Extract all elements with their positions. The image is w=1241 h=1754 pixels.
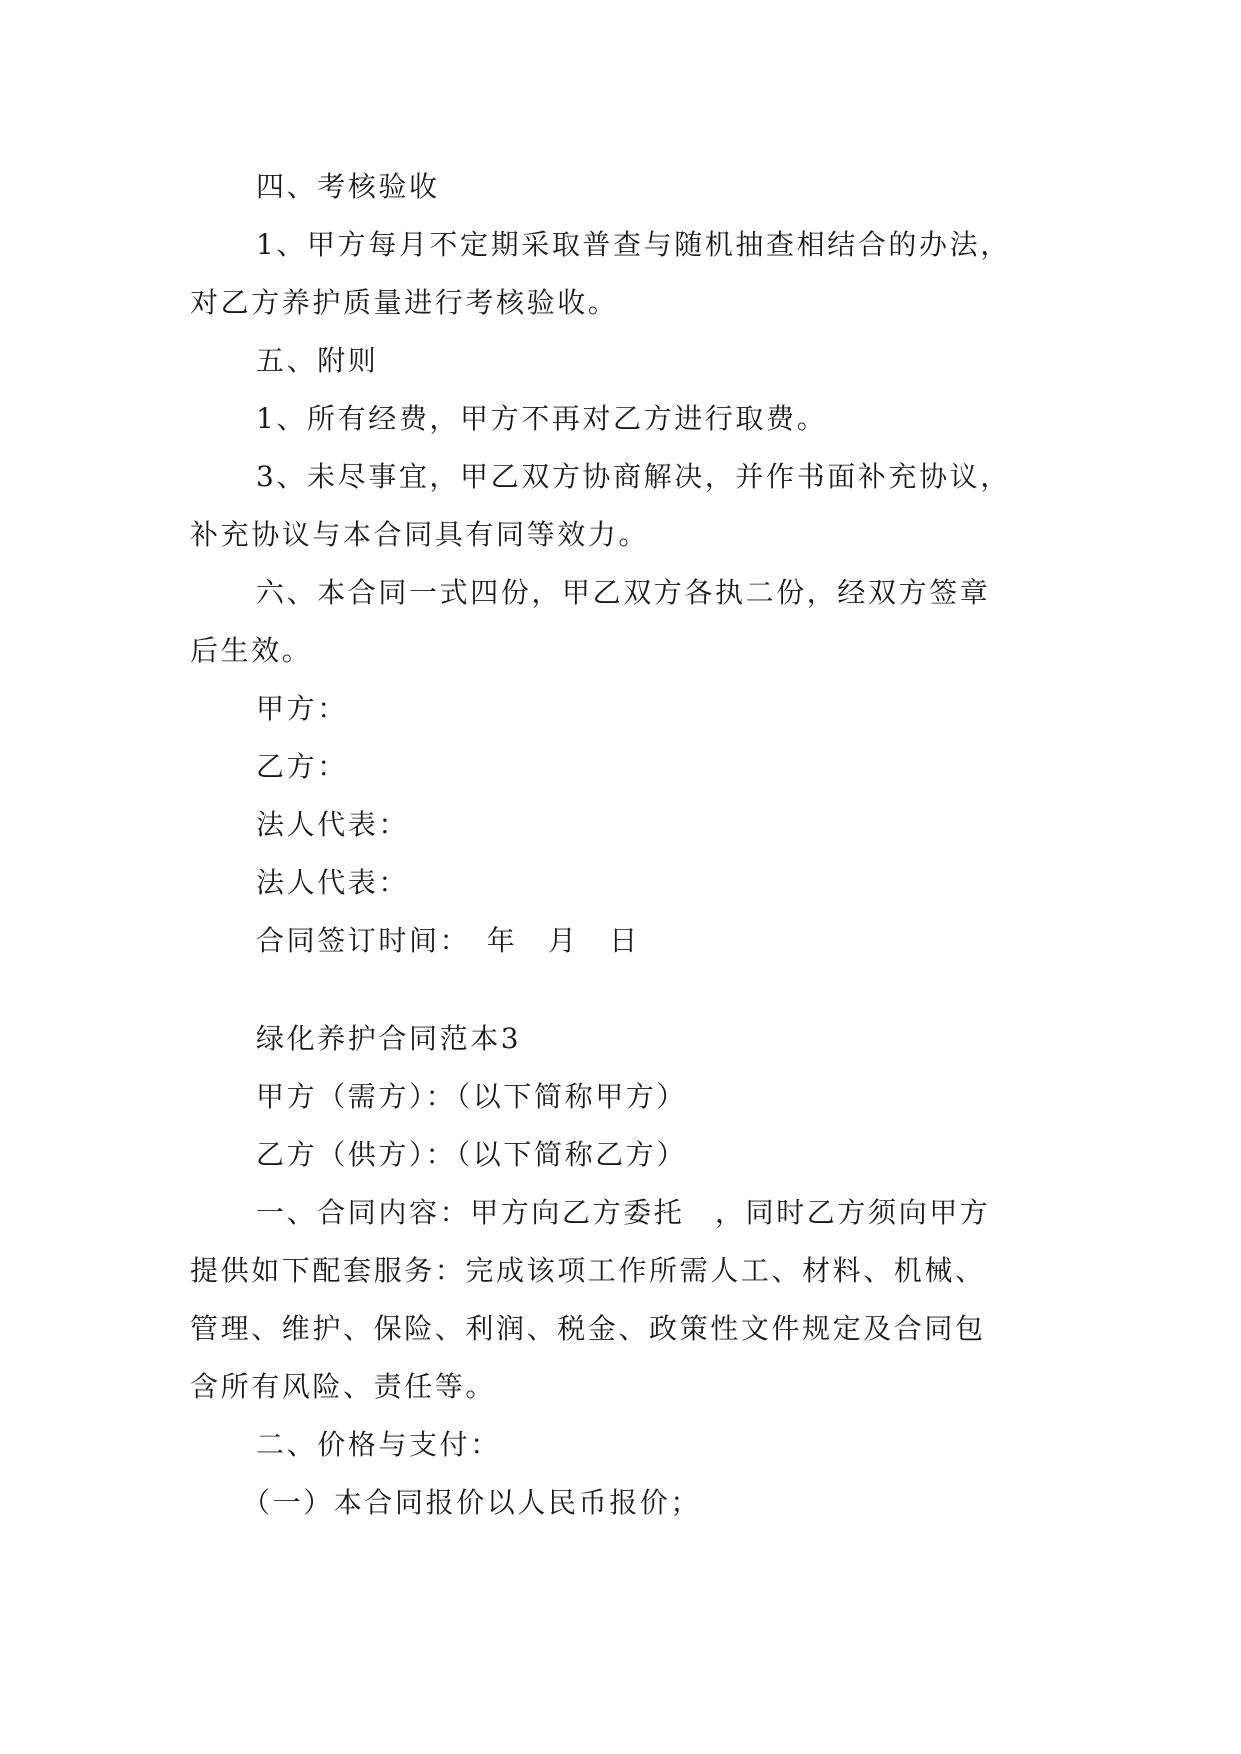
- paragraph-line: 含所有风险、责任等。: [190, 1370, 497, 1403]
- paragraph-line: 管理、维护、保险、利润、税金、政策性文件规定及合同包: [190, 1312, 986, 1345]
- heading-price-payment: 二、价格与支付：: [256, 1428, 501, 1461]
- contract-title: 绿化养护合同范本3: [256, 1022, 522, 1055]
- paragraph-line: 后生效。: [190, 634, 313, 667]
- paragraph-line: （一）本合同报价以人民币报价；: [242, 1486, 702, 1519]
- party-a-label: 甲方：: [256, 692, 348, 725]
- party-a-definition: 甲方（需方）：（以下简称甲方）: [256, 1080, 688, 1113]
- paragraph-line: 六、本合同一式四份，甲乙双方各执二份，经双方签章: [256, 576, 991, 609]
- legal-rep-a-label: 法人代表：: [256, 808, 410, 841]
- paragraph-line: 3、未尽事宜，甲乙双方协商解决，并作书面补充协议，: [256, 460, 1011, 493]
- section-gap: [190, 970, 1060, 1010]
- document-page: [190, 158, 1060, 1532]
- heading-assessment: 四、考核验收: [256, 170, 440, 203]
- paragraph-line: 一、合同内容：甲方向乙方委托 ，同时乙方须向甲方: [256, 1196, 991, 1229]
- paragraph-line: 补充协议与本合同具有同等效力。: [190, 518, 650, 551]
- paragraph-line: 提供如下配套服务：完成该项工作所需人工、材料、机械、: [190, 1254, 986, 1287]
- paragraph-line: 1、甲方每月不定期采取普查与随机抽查相结合的办法，: [256, 228, 1011, 261]
- sign-date-label: 合同签订时间： 年 月 日: [256, 924, 640, 957]
- paragraph-line: 1、所有经费，甲方不再对乙方进行取费。: [256, 402, 828, 435]
- legal-rep-b-label: 法人代表：: [256, 866, 410, 899]
- party-b-label: 乙方：: [256, 750, 348, 783]
- heading-supplementary: 五、附则: [256, 344, 379, 377]
- party-b-definition: 乙方（供方）：（以下简称乙方）: [256, 1138, 688, 1171]
- paragraph-line: 对乙方养护质量进行考核验收。: [190, 286, 619, 319]
